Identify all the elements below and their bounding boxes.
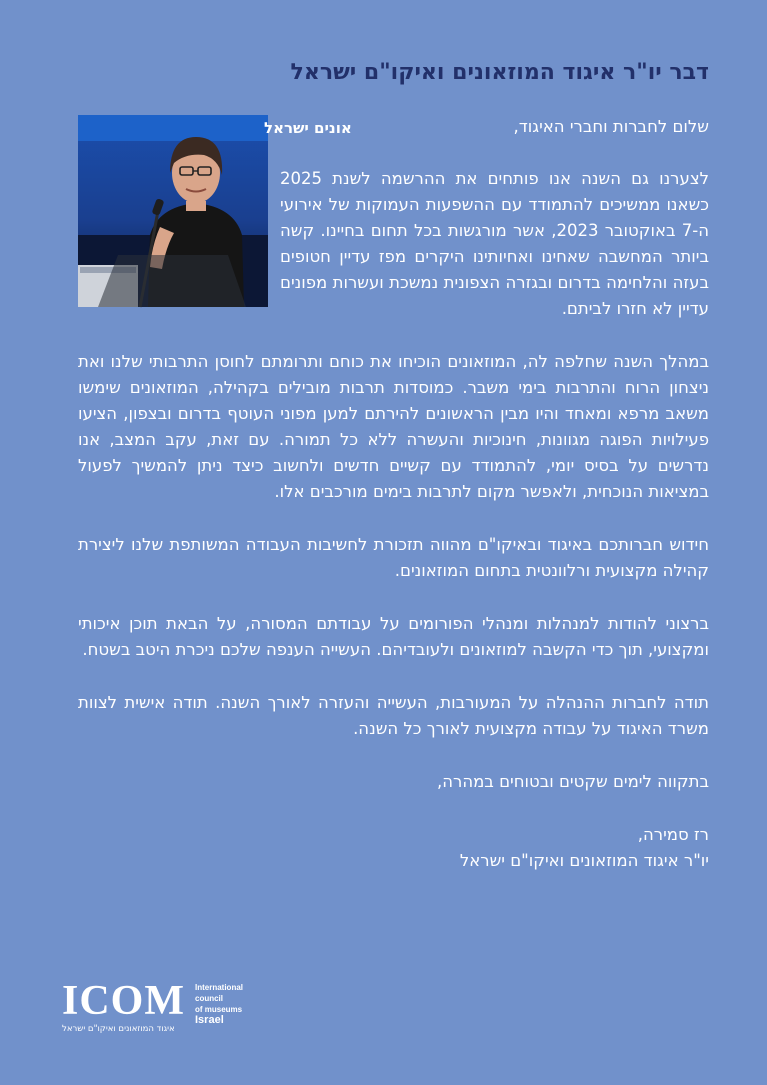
logo-line-museums: of museums bbox=[195, 1005, 243, 1014]
logo-line-council: council bbox=[195, 994, 224, 1003]
icom-logo-mark: ICOM bbox=[62, 978, 185, 1024]
letter-body bbox=[78, 114, 709, 874]
paragraph-2: במהלך השנה שחלפה לה, המוזאונים הוכיחו את כוחם ותרומתם לחוסן התרבותי שלנו ואת ניצחון הרוח והתרבות בימי משבר. כמוסדות תרבות מובילים בקהילה, המוזאונים שימשו משאב מרפא ומאחד והיו מבין הראשונים להירתם למען מפוני העוטף בדרום ובצפון, הציעו פעילויות הפוגה מגוונות, חינוכיות והעשרה ללא כל תמורה. עם זאת, עקב המצב, אנו נדרשים על בסיס יומי, להתמודד עם קשיים חדשים ולחשוב כיצד ניתן להמשיך לפעול במציאות הנוכחית, ולאפשר מקום לתרבות בימים מורכבים אלו. bbox=[78, 352, 709, 501]
logo-line-international: International bbox=[195, 983, 244, 992]
backdrop-text: אונים ישראל bbox=[264, 119, 352, 137]
greeting: שלום לחברות וחברי האיגוד, bbox=[513, 117, 709, 136]
icom-logo-side-text bbox=[195, 982, 243, 1026]
photo-wrap-spacer bbox=[78, 114, 280, 310]
page-title: דבר יו"ר איגוד המוזאונים ואיקו"ם ישראל bbox=[290, 60, 709, 85]
logo-hebrew-text: איגוד המוזאונים ואיקו"ם ישראל bbox=[62, 1024, 175, 1034]
icom-israel-logo bbox=[62, 980, 262, 1040]
paragraph-5: תודה לחברות ההנהלה על המעורבות, העשייה והעזרה לאורך השנה. תודה אישית לצוות משרד האיגוד על עבודה מקצועית לאורך כל השנה. bbox=[78, 693, 709, 738]
logo-line-israel: Israel bbox=[195, 1014, 224, 1026]
signature-role: יו"ר איגוד המוזאונים ואיקו"ם ישראל bbox=[459, 851, 709, 870]
paragraph-3: חידוש חברותכם באיגוד ובאיקו"ם מהווה תזכורת לחשיבות העבודה המשותפת שלנו ליצירת קהילה מקצועית ורלוונטית בתחום המוזאונים. bbox=[78, 535, 709, 580]
paragraph-1: לצערנו גם השנה אנו פותחים את ההרשמה לשנת 2025 כשאנו ממשיכים להתמודד עם ההשפעות העמוקות של אירועי ה-7 באוקטובר 2023, אשר מורגשות בכל תחום בחיינו. קשה ביותר המחשבה שאחינו ואחיותינו היקרים מפז עדיין חטופים בעזה והלחימה בדרום ובגזרה הצפונית נמשכת ועשרות מפונים עדיין לא חזרו לביתם. bbox=[280, 169, 709, 318]
paragraph-4: ברצוני להודות למנהלות ומנהלי הפורומים על עבודתם המסורה, על הבאת תוכן איכותי ומקצועי, תוך כדי הקשבה למוזאונים ולעובדיהם. העשייה הענפה שלכם ניכרת היטב בשטח. bbox=[78, 614, 709, 659]
signature bbox=[78, 822, 709, 874]
closing-line: בתקווה לימים שקטים ובטוחים במהרה, bbox=[436, 772, 709, 791]
signature-name: רז סמירה, bbox=[637, 825, 709, 844]
